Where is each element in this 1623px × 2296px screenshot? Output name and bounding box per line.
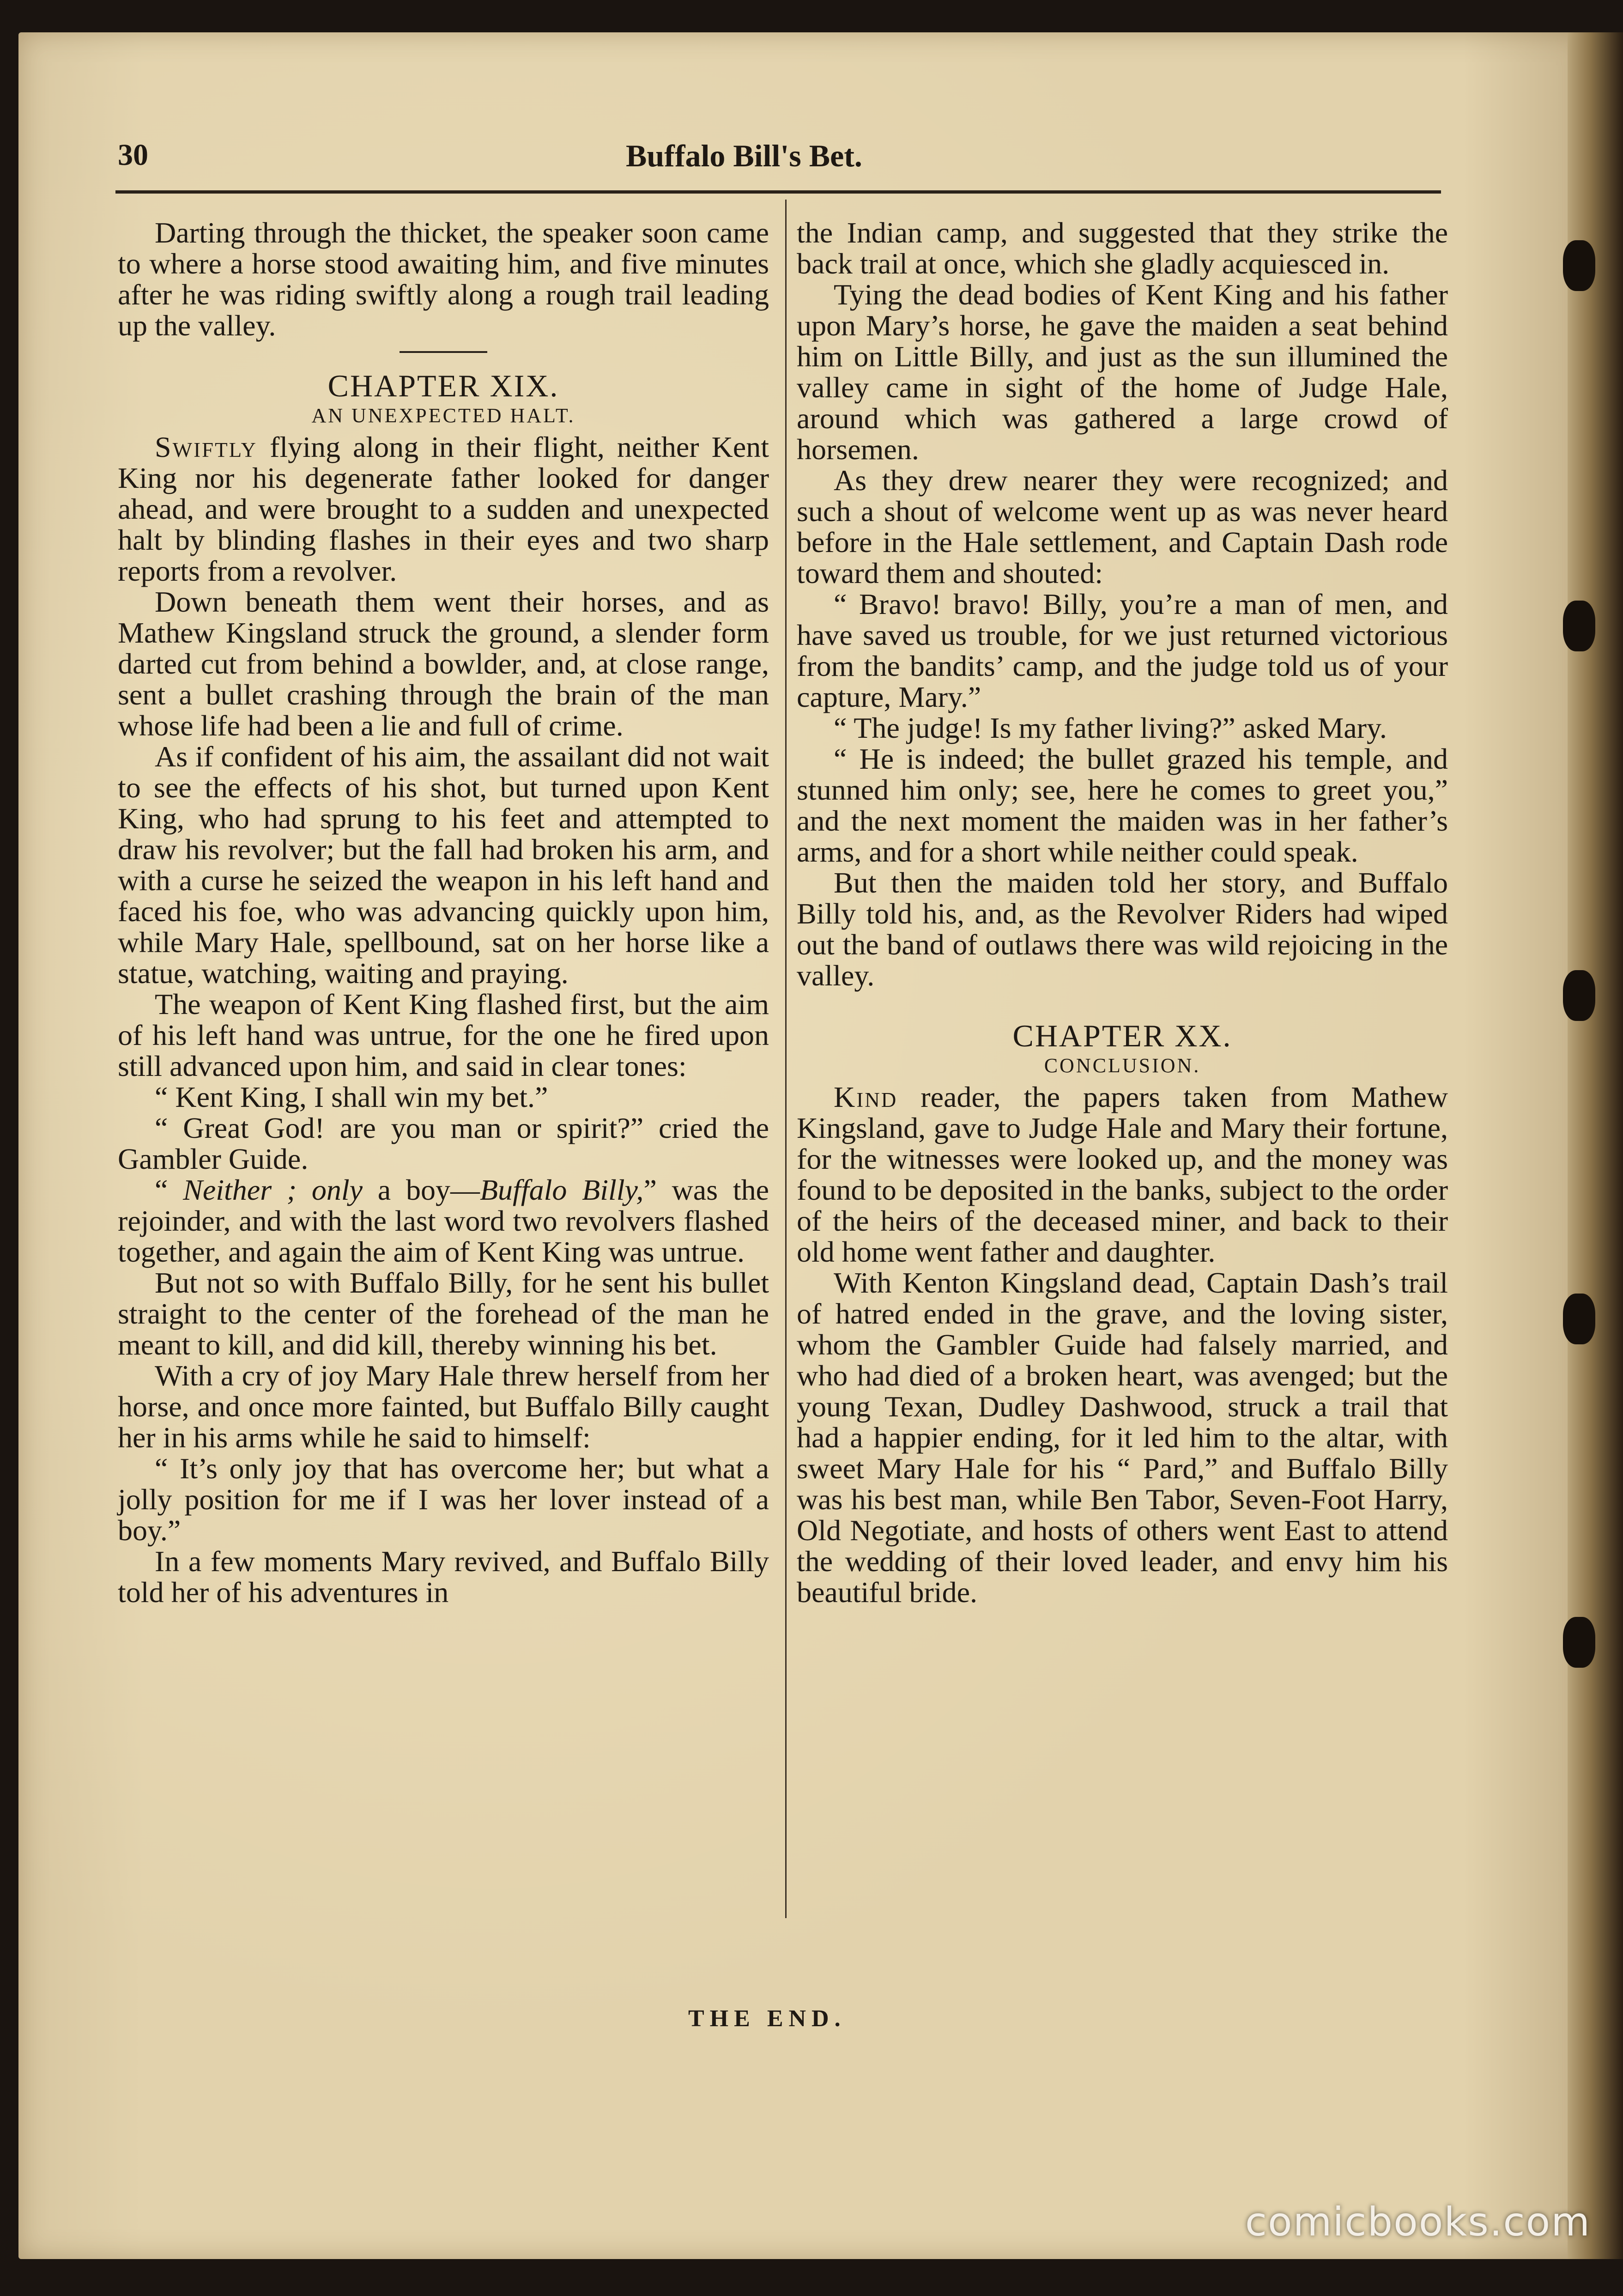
- lead-word: Swiftly: [155, 431, 258, 463]
- italic-text: Neither ; only: [183, 1173, 363, 1206]
- paragraph-text: flying along in their flight, neither Kent King nor his degenerate father looked for danger ahead, and were brought to a sudden and unexpected halt by blinding flashes in their eyes and two sharp reports from a revolver.: [118, 431, 769, 587]
- paragraph-text: ” was the rejoinder, and with the last word two revolvers flashed together, and again the aim of Kent King was untrue.: [118, 1173, 769, 1268]
- chapter-subtitle: AN UNEXPECTED HALT.: [311, 404, 575, 427]
- left-column: [118, 217, 769, 1608]
- chapter-subtitle: CONCLUSION.: [1044, 1054, 1201, 1077]
- paragraph: “ He is indeed; the bullet grazed his temple, and stunned him only; see, here he comes to greet you,” and the next moment the maiden was in her father’s arms, and for a short while neither could speak.: [797, 742, 1448, 868]
- paragraph-text: reader, the papers taken from Mathew Kingsland, gave to Judge Hale and Mary their fortune, for the witnesses were looked up, and the money was found to be deposited in the banks, subject to the order of the heirs of the deceased miner, and back to their old home went father and daughter.: [797, 1081, 1448, 1268]
- chapter-title: CHAPTER XX.: [1012, 1018, 1232, 1053]
- watermark: comicbooks.com: [1245, 2199, 1591, 2245]
- paragraph: [118, 431, 769, 586]
- paragraph: As if confident of his aim, the assailant did not wait to see the effects of his shot, but turned upon Kent King, who had sprung to his feet and attempted to draw his revolver; but the fall had broken his arm, and with a curse he seized the weapon in his left hand and faced his foe, who was advancing quickly upon him, while Mary Hale, spellbound, sat on her horse like a statue, watching, waiting and praying.: [118, 740, 769, 990]
- right-column: [797, 217, 1448, 1608]
- paragraph: “ It’s only joy that has overcome her; but what a jolly position for me if I was her lover instead of a boy.”: [118, 1452, 769, 1547]
- binding-hole: [1563, 970, 1595, 1021]
- paragraph: With a cry of joy Mary Hale threw herself from her horse, and once more fainted, but Buffalo Billy caught her in his arms while he said to himself:: [118, 1359, 769, 1454]
- paragraph: Tying the dead bodies of Kent King and his father upon Mary’s horse, he gave the maiden a seat behind him on Little Billy, and just as the sun illumined the valley came in sight of the home of Judge Hale, around which was gathered a large crowd of horsemen.: [797, 278, 1448, 466]
- paragraph: [118, 1174, 769, 1267]
- binding-hole: [1563, 1617, 1595, 1668]
- quote-open: “: [155, 1173, 183, 1206]
- paragraph: As they drew nearer they were recognized; and such a shout of welcome went up as was never heard before in the Hale settlement, and Captain Dash rode toward them and shouted:: [797, 464, 1448, 589]
- section-rule: [400, 351, 487, 353]
- binding-hole: [1563, 1294, 1595, 1344]
- paragraph: With Kenton Kingsland dead, Captain Dash’s trail of hatred ended in the grave, and the loving sister, whom the Gambler Guide had falsely married, and who had died of a broken heart, was avenged; but the young Texan, Dudley Dashwood, struck a trail that had a happier ending, for it led him to the altar, with sweet Mary Hale for his “ Pard,” and Buffalo Billy was his best man, while Ben Tabor, Seven-Foot Harry, Old Negotiate, and hosts of others went East to attend the wedding of their loved leader, and envy him his beautiful bride.: [797, 1266, 1448, 1609]
- page-number: 30: [118, 138, 148, 172]
- chapter-title: CHAPTER XIX.: [327, 368, 559, 403]
- paragraph: “ Bravo! bravo! Billy, you’re a man of men, and have saved us trouble, for we just returned victorious from the bandits’ camp, and the judge told us of your capture, Mary.”: [797, 588, 1448, 713]
- header-rule: [115, 190, 1441, 194]
- running-title: Buffalo Bill's Bet.: [626, 138, 862, 173]
- page-header: [118, 138, 1443, 188]
- binding-hole: [1563, 601, 1595, 651]
- paragraph: [797, 1081, 1448, 1267]
- book-spine-edge: [1568, 32, 1623, 2259]
- italic-text: Buffalo Billy,: [479, 1173, 644, 1206]
- paragraph: But not so with Buffalo Billy, for he sent his bullet straight to the center of the forehead of the man he meant to kill, and did kill, thereby winning his bet.: [118, 1266, 769, 1361]
- the-end-label: THE END.: [688, 2005, 846, 2032]
- paragraph-text: a boy—: [363, 1173, 480, 1206]
- paragraph: “ The judge! Is my father living?” asked Mary.: [834, 711, 1387, 744]
- lead-word: Kind: [834, 1081, 898, 1113]
- paragraph: Down beneath them went their horses, and as Mathew Kingsland struck the ground, a slender form darted cut from behind a bowlder, and, at close range, sent a bullet crashing through the brain of the man whose life had been a lie and full of crime.: [118, 585, 769, 742]
- binding-hole: [1563, 240, 1595, 291]
- paragraph: “ Great God! are you man or spirit?” cried the Gambler Guide.: [118, 1112, 769, 1175]
- paragraph: But then the maiden told her story, and Buffalo Billy told his, and, as the Revolver Riders had wiped out the band of outlaws there was wild rejoicing in the valley.: [797, 866, 1448, 992]
- paragraph: the Indian camp, and suggested that they strike the back trail at once, which she gladly acquiesced in.: [797, 216, 1448, 280]
- paragraph: The weapon of Kent King flashed first, but the aim of his left hand was untrue, for the one he fired upon still advanced upon him, and said in clear tones:: [118, 988, 769, 1082]
- paragraph: In a few moments Mary revived, and Buffalo Billy told her of his adventures in: [118, 1545, 769, 1609]
- paragraph: “ Kent King, I shall win my bet.”: [155, 1081, 548, 1113]
- column-divider: [785, 200, 787, 1918]
- paragraph: Darting through the thicket, the speaker soon came to where a horse stood awaiting him, and five minutes after he was riding swiftly along a rough trail leading up the valley.: [118, 216, 769, 342]
